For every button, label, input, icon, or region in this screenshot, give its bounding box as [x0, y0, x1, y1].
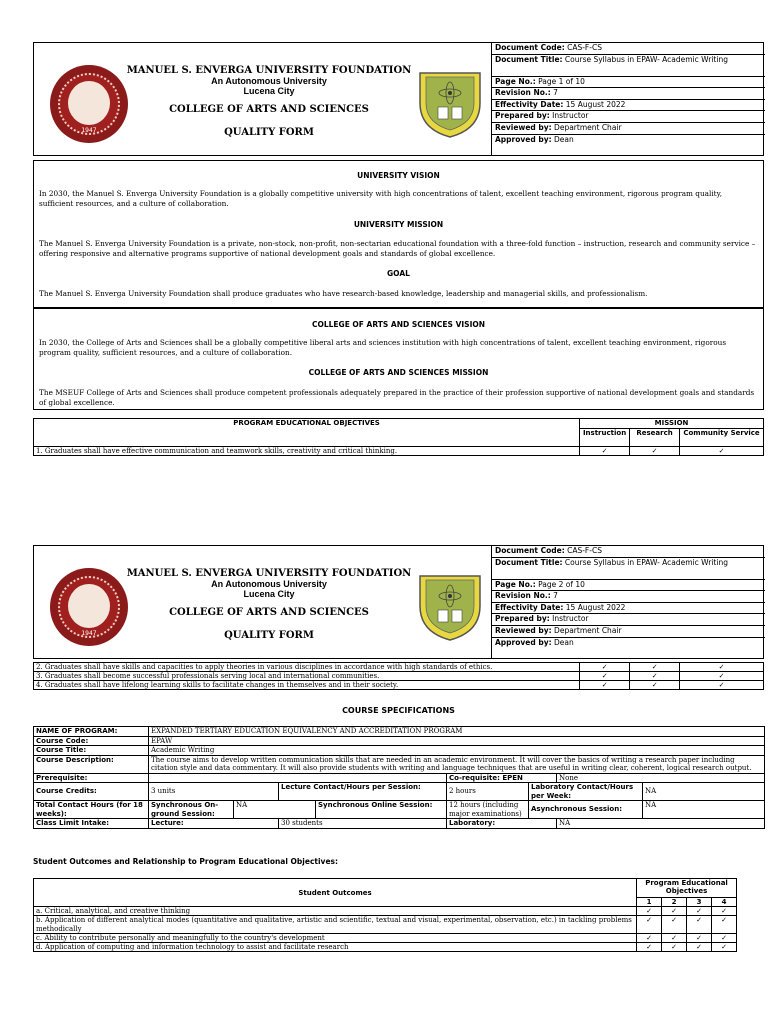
outcome-row: a. Critical, analytical, and creative thinking ✓ ✓ ✓ ✓ — [34, 907, 737, 916]
corequisite: None — [557, 773, 765, 783]
laboratory-limit: NA — [557, 819, 765, 829]
college-vision-mission-box — [33, 308, 764, 410]
course-specs-table: NAME OF PROGRAM: EXPANDED TERTIARY EDUCATION EQUIVALENCY AND ACCREDITATION PROGRAM Course Code: EPAW Course Title: Academic Writing Course Description: The course aims to develop written communication skills that are needed in an academic environment. It will cover the basics of writing a research paper including citation style and data commentary. It will also provide students with writing and language techniques that are useful in writing clear, coherent, logical research output. Prerequisite: Co-requisite: EPEN None Course Credits: 3 units Lecture Contact/Hours per Session: 2 hours Laboratory Contact/Hours per Week: NA Total Contact Hours (for 18 weeks): Synchronous On-ground Session: NA Synchronous Online Session: 12 hours (including major examinations) Asynchronous Session: NA Class Limit Intake: Lecture: 30 students Laboratory: NA — [33, 726, 765, 829]
university-seal-logo: 1947 — [50, 568, 128, 646]
mission-header: MISSION — [580, 419, 764, 429]
outcome-row: b. Application of different analytical modes (quantitative and qualitative, artistic and scientific, textual and visual, experimental, observation, etc.) in tackling problems methodically ✓ ✓ ✓ ✓ — [34, 916, 737, 934]
university-name: MANUEL S. ENVERGA UNIVERSITY FOUNDATION — [126, 568, 412, 579]
university-mission-text: The Manuel S. Enverga University Foundation is a private, non-stock, non-profit, non-sectarian educational foundation with a three-fold function – instruction, research and community service – offering responsive and alternative programs supportive of national development goals and standards of global excellence. — [39, 239, 756, 258]
course-credits: 3 units — [149, 783, 279, 801]
peo-table-continued — [33, 662, 764, 690]
university-mission-title: UNIVERSITY MISSION — [353, 220, 444, 229]
peo-row: 2. Graduates shall have skills and capacities to apply theories in various disciplines in accordance with high standards of ethics. ✓ ✓ ✓ — [34, 663, 764, 672]
outcome-row: c. Ability to contribute personally and meaningfully to the country's development ✓ ✓ ✓ ✓ — [34, 934, 737, 943]
college-crest-logo — [412, 67, 488, 139]
doc-page-no: Page No.: Page 1 of 10 — [492, 77, 765, 89]
lab-hours: NA — [643, 783, 765, 801]
form-title: QUALITY FORM — [224, 630, 314, 641]
doc-code: Document Code: CAS-F-CS — [492, 43, 765, 55]
autonomous-label: An Autonomous University — [211, 76, 327, 86]
university-name: MANUEL S. ENVERGA UNIVERSITY FOUNDATION — [126, 65, 412, 76]
cas-vision-title: COLLEGE OF ARTS AND SCIENCES VISION — [311, 320, 486, 329]
student-outcomes-table: Student Outcomes Program Educational Objectives 1 2 3 4 a. Critical, analytical, and creative thinking ✓ ✓ ✓ ✓ b. Application of different analytical modes (quantitative and qualitative, artistic and scientific, textual and visual, experimental, observation, etc.) in tackling problems methodically ✓ ✓ ✓ ✓ c. Ability to contribute personally and meaningfully to the country's development ✓ ✓ ✓ ✓ d. Application of computing and information technology to assist and facilitate research ✓ ✓ ✓ ✓ — [33, 878, 737, 952]
sync-online: 12 hours (including major examinations) — [447, 801, 529, 819]
peo-row: 4. Graduates shall have lifelong learning skills to facilitate changes in themselves and in their society. ✓ ✓ ✓ — [34, 681, 764, 690]
doc-revision: Revision No.: 7 — [492, 88, 765, 100]
cas-mission-title: COLLEGE OF ARTS AND SCIENCES MISSION — [308, 368, 489, 377]
col-community: Community Service — [680, 429, 764, 447]
course-specs-title: COURSE SPECIFICATIONS — [342, 706, 455, 715]
doc-reviewed: Reviewed by: Department Chair — [492, 123, 765, 135]
peo-header: Program Educational Objectives — [637, 879, 737, 898]
course-code: EPAW — [149, 736, 765, 746]
document-info-box: Document Code: CAS-F-CS Document Title: Course Syllabus in EPAW- Academic Writing Page No.: Page 2 of 10 Revision No.: 7 Effectivity Date: 15 August 2022 Prepared by: Instructor Reviewed by: Department Chair Approved by: Dean — [491, 546, 765, 659]
lecture-limit: 30 students — [279, 819, 447, 829]
autonomous-label: An Autonomous University — [211, 579, 327, 589]
vision-mission-box — [33, 160, 764, 308]
university-vision-title: UNIVERSITY VISION — [357, 171, 440, 180]
college-crest-logo — [412, 570, 488, 642]
goal-title: GOAL — [387, 269, 410, 278]
doc-prepared: Prepared by: Instructor — [492, 111, 765, 123]
city-label: Lucena City — [243, 589, 295, 599]
lecture-hours: 2 hours — [447, 783, 529, 801]
page2-header — [33, 545, 764, 659]
university-seal-logo: 1947 — [50, 65, 128, 143]
peo-title: PROGRAM EDUCATIONAL OBJECTIVES — [34, 419, 580, 447]
form-title: QUALITY FORM — [224, 127, 314, 138]
doc-approved: Approved by: Dean — [495, 134, 574, 144]
goal-text: The Manuel S. Enverga University Foundation shall produce graduates who have research-based knowledge, leadership and managerial skills, and professionalism. — [39, 289, 648, 298]
col-instruction: Instruction — [580, 429, 630, 447]
cas-mission-text: The MSEUF College of Arts and Sciences shall produce competent professionals adequately prepared in the practice of their profession supportive of national development goals and standards of global excellence. — [39, 388, 755, 407]
col-research: Research — [630, 429, 680, 447]
prerequisite — [149, 773, 447, 783]
document-info-box — [491, 43, 765, 156]
student-outcomes-header: Student Outcomes — [34, 879, 637, 907]
outcomes-heading: Student Outcomes and Relationship to Program Educational Objectives: — [33, 857, 338, 866]
cas-vision-text: In 2030, the College of Arts and Sciences shall be a globally competitive liberal arts and sciences institution with high concentrations of talent, excellent teaching environment, rigorous program quality, sufficient resources, and a culture of collaboration. — [39, 338, 727, 357]
page1-header — [33, 42, 764, 156]
sync-onground: NA — [234, 801, 316, 819]
college-name: COLLEGE OF ARTS AND SCIENCES — [169, 607, 369, 618]
doc-effectivity: Effectivity Date: 15 August 2022 — [492, 100, 765, 112]
peo-row: 3. Graduates shall become successful professionals serving local and international communities. ✓ ✓ ✓ — [34, 672, 764, 681]
peo-row: 1. Graduates shall have effective communication and teamwork skills, creativity and critical thinking. ✓ ✓ ✓ — [34, 447, 764, 456]
city-label: Lucena City — [243, 86, 295, 96]
program-name: EXPANDED TERTIARY EDUCATION EQUIVALENCY AND ACCREDITATION PROGRAM — [149, 727, 765, 737]
outcome-row: d. Application of computing and information technology to assist and facilitate research ✓ ✓ ✓ ✓ — [34, 943, 737, 952]
peo-table — [33, 418, 764, 456]
doc-title: Document Title: Course Syllabus in EPAW- Academic Writing — [492, 55, 765, 77]
course-description: The course aims to develop written communication skills that are needed in an academic environment. It will cover the basics of writing a research paper including citation style and data commentary. It will also provide students with writing and language techniques that are useful in writing clear, coherent, logical research output. — [149, 755, 765, 773]
university-vision-text: In 2030, the Manuel S. Enverga University Foundation is a globally competitive university with high concentrations of talent, excellent teaching environment, rigorous program quality, sufficient resources, and a culture of collaboration. — [39, 189, 723, 208]
college-name: COLLEGE OF ARTS AND SCIENCES — [169, 104, 369, 115]
async-session: NA — [643, 801, 765, 819]
course-title: Academic Writing — [149, 746, 765, 756]
